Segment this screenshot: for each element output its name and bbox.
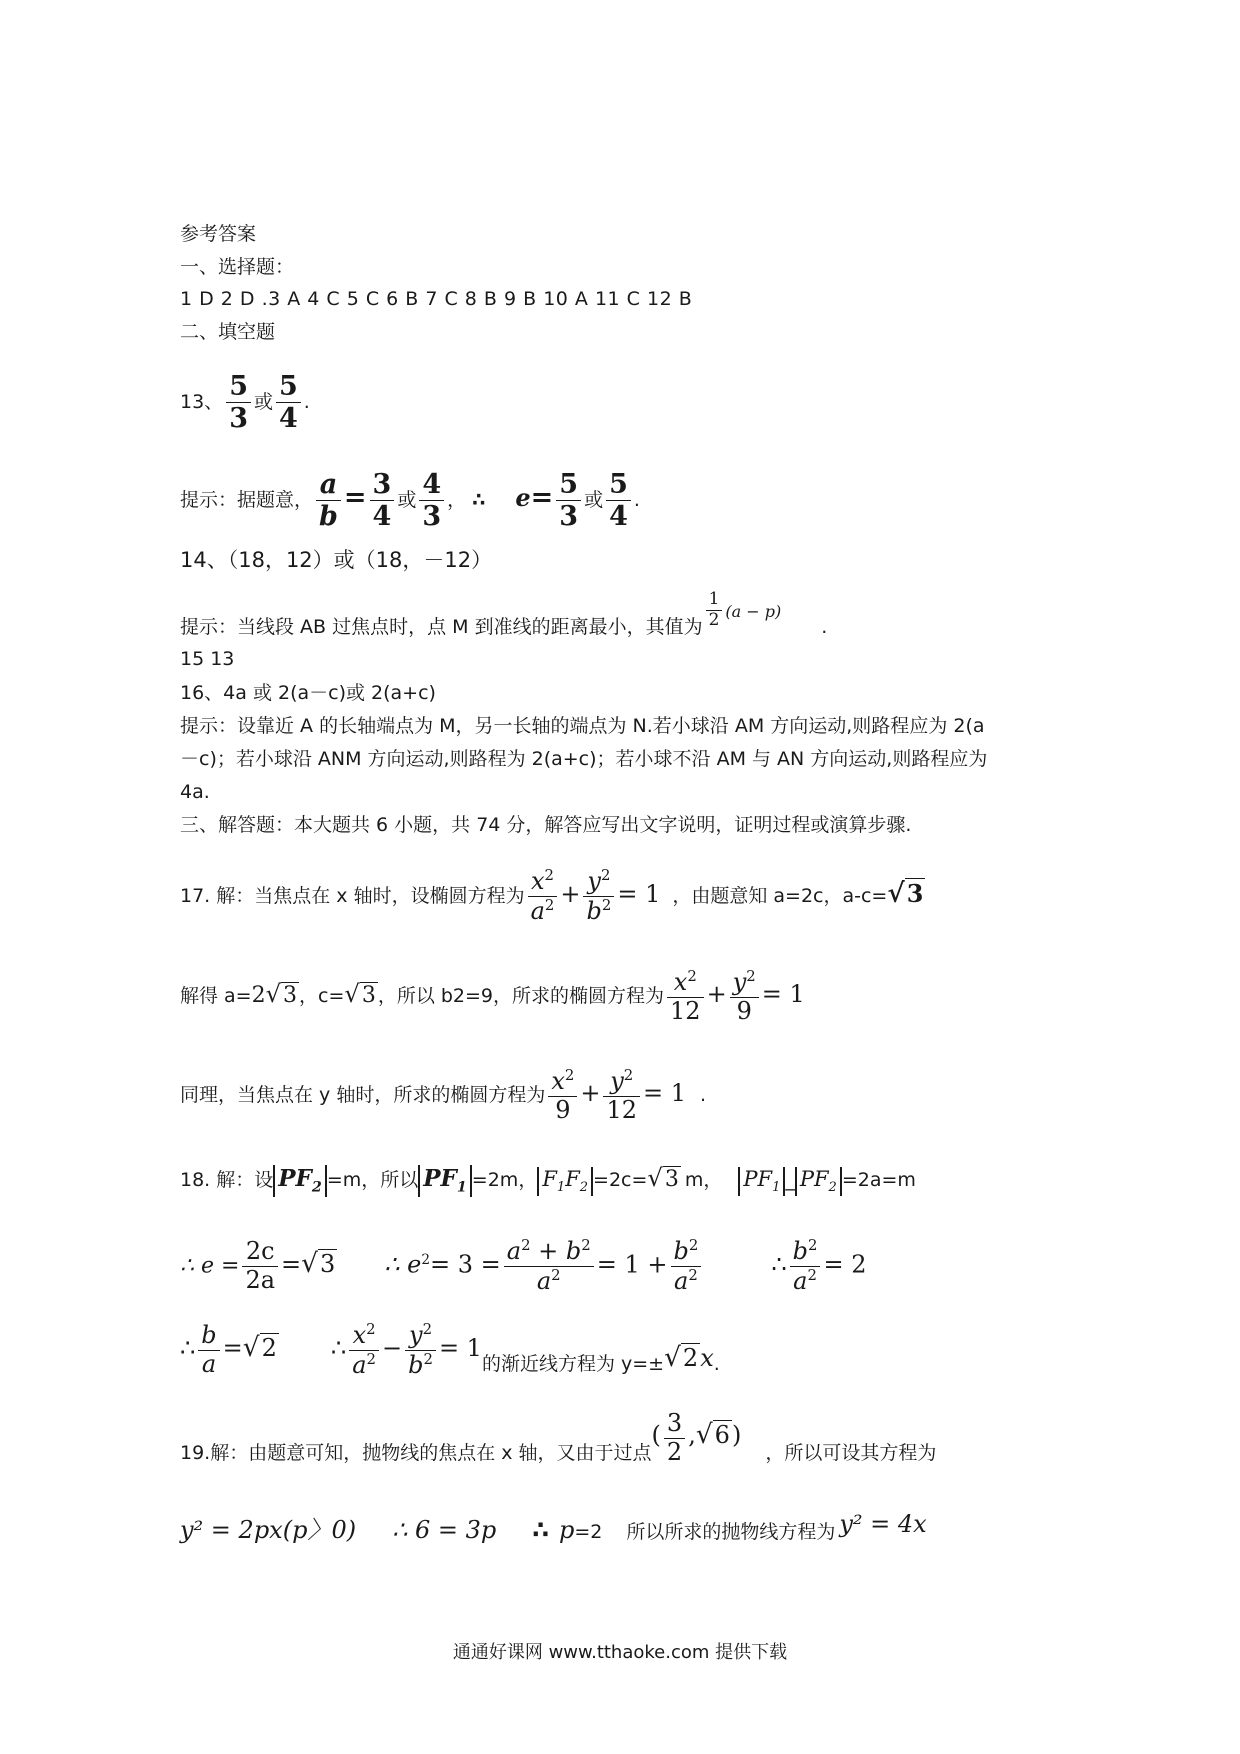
fraction-x2-12: $\frac{x^2}{12}$ <box>667 968 704 1025</box>
q18-line3: ∴ $\frac{b}{a}$ =√2 ∴ $\frac{x^2}{a^2}$ − $\frac{y^2}{b^2}$ = 1的渐近线方程为 y=±√2x. <box>180 1310 720 1388</box>
fraction-1-2: $\frac{1}{2}$ <box>706 590 723 630</box>
abs-f1f2: $F_1F_2$ <box>537 1167 593 1196</box>
q18-line2: ∴ e = $\frac{2c}{2a}$ =√3 ∴ $e^2= 3$ = $\frac{a^2 + b^2}{a^2}$ = 1 + $\frac{b^2}{a^2}$ ∴ $\frac{b^2}{a^2}$ = 2 <box>180 1222 866 1304</box>
q18-line1: 18. 解：设 $PF_2 =m$，所以 $PF_1 =2m$， $F_1F_2 =2c=√3$ m， $PF_1$ _ $PF_2 =2a=m$ <box>180 1160 916 1198</box>
q16-hint-line2: －c)；若小球沿 ANM 方向运动,则路程为 2(a+c)；若小球不沿 AM 与 AN 方向运动,则路程应为 <box>180 748 988 770</box>
fraction-x2-9: $\frac{x^2}{9}$ <box>548 1067 577 1124</box>
fraction-a-b: $\frac{a}{b}$ <box>316 469 341 532</box>
fraction-b-a: $\frac{b}{a}$ <box>198 1322 219 1378</box>
section-solve-title: 三、解答题：本大题共 6 小题，共 74 分，解答应写出文字说明，证明过程或演算步骤. <box>180 814 912 836</box>
q15-answer: 15 13 <box>180 648 235 670</box>
sqrt-3: √3 <box>301 1248 336 1280</box>
fraction-4-3: $\frac{4}{3}$ <box>419 469 444 532</box>
q13-number: 13、 <box>180 391 224 413</box>
q14-hint: 提示：当线段 AB 过焦点时，点 M 到准线的距离最小，其值为 $\frac{1}{2}$ $^{(a - p)}$. <box>180 589 828 638</box>
fraction-3-4: $\frac{3}{4}$ <box>370 469 395 532</box>
q14-answer: 14、（18，12）或（18，－12） <box>180 548 493 572</box>
abs-pf1: $PF_1$ <box>418 1165 472 1197</box>
fraction-2c-2a: $\frac{2c}{2a}$ <box>242 1238 278 1294</box>
sqrt-3: √3 <box>265 980 298 1008</box>
q13-hint: 提示：据题意， $\frac{a}{b}$ = $\frac{3}{4}$ 或 $\frac{4}{3}$ ， ∴ e= $\frac{5}{3}$ 或 $\frac{5}{4}$ . <box>180 468 640 532</box>
sqrt-3: √3 <box>647 1164 679 1192</box>
sqrt-3: √3 <box>887 878 924 909</box>
abs-pf1-b: $PF_1$ <box>738 1167 785 1196</box>
fraction-5-3: $\frac{5}{3}$ <box>226 371 251 434</box>
fraction-3-2: $\frac{3}{2}$ <box>664 1410 685 1466</box>
parabola-general-equation: y² = 2px(p〉0) <box>180 1516 357 1544</box>
fraction-5-4-e: $\frac{5}{4}$ <box>606 469 631 532</box>
q17-line1: 17. 解：当焦点在 x 轴时，设椭圆方程为 $\frac{x^2}{a^2}$ + $\frac{y^2}{b^2}$ = 1 ，由题意知 a=2c，a-c=√3 <box>180 856 925 934</box>
q13-answer: 13、 $\frac{5}{3}$ 或 $\frac{5}{4}$ . <box>180 370 310 434</box>
sqrt-2x: √2 <box>664 1342 699 1373</box>
q16-hint-line3: 4a. <box>180 781 210 803</box>
fraction-5-3-e: $\frac{5}{3}$ <box>556 469 581 532</box>
q19-line2: y² = 2px(p〉0) ∴ 6 = 3p ∴ p=2 所以所求的抛物线方程为 y² = 4x <box>180 1510 927 1544</box>
choice-answers: 1 D 2 D .3 A 4 C 5 C 6 B 7 C 8 B 9 B 10 A 11 C 12 B <box>180 288 693 310</box>
q19-line1: 19.解：由题意可知，抛物线的焦点在 x 轴，又由于过点( $\frac{3}{2}$ ,√6)，所以可设其方程为 <box>180 1416 936 1488</box>
fraction-y2-b2-b: $\frac{y^2}{b^2}$ <box>405 1321 436 1379</box>
sqrt-2: √2 <box>242 1332 277 1363</box>
fraction-y2-9: $\frac{y^2}{9}$ <box>730 968 759 1025</box>
fraction-b2-a2-b: $\frac{b^2}{a^2}$ <box>790 1237 821 1295</box>
fraction-5-4: $\frac{5}{4}$ <box>276 371 301 434</box>
fraction-x2-a2: $\frac{x^2}{a^2}$ <box>528 867 558 925</box>
fraction-x2-a2-b: $\frac{x^2}{a^2}$ <box>349 1321 379 1379</box>
section-choice-title: 一、选择题： <box>180 256 295 278</box>
q17-line2: 解得 a=2√3 ，c=√3 ，所以 b2=9，所求的椭圆方程为 $\frac{x^2}{12}$ + $\frac{y^2}{9}$ = 1 <box>180 956 805 1034</box>
page-footer: 通通好课网 www.tthaoke.com 提供下载 <box>452 1642 788 1663</box>
q16-answer: 16、4a 或 2(a－c)或 2(a+c) <box>180 682 436 704</box>
section-fill-title: 二、填空题 <box>180 321 276 343</box>
sqrt-3: √3 <box>344 980 376 1008</box>
fraction-a2b2-a2: $\frac{a^2 + b^2}{a^2}$ <box>504 1237 594 1295</box>
q17-line3: 同理，当焦点在 y 轴时，所求的椭圆方程为 $\frac{x^2}{9}$ + $\frac{y^2}{12}$ = 1 . <box>180 1065 707 1124</box>
q16-hint-line1: 提示：设靠近 A 的长轴端点为 M，另一长轴的端点为 N.若小球沿 AM 方向运动,则路程应为 2(a <box>180 715 985 737</box>
fraction-y2-12: $\frac{y^2}{12}$ <box>603 1067 640 1124</box>
fraction-b2-a2: $\frac{b^2}{a^2}$ <box>671 1237 702 1295</box>
final-parabola-equation: y² = 4x <box>839 1510 927 1538</box>
fraction-y2-b2: $\frac{y^2}{b^2}$ <box>583 867 614 925</box>
sqrt-6: √6 <box>695 1419 730 1450</box>
abs-pf2: $PF_2$ <box>273 1165 327 1197</box>
abs-pf2-b: $PF_2$ <box>795 1167 842 1196</box>
answer-heading: 参考答案 <box>180 223 257 245</box>
